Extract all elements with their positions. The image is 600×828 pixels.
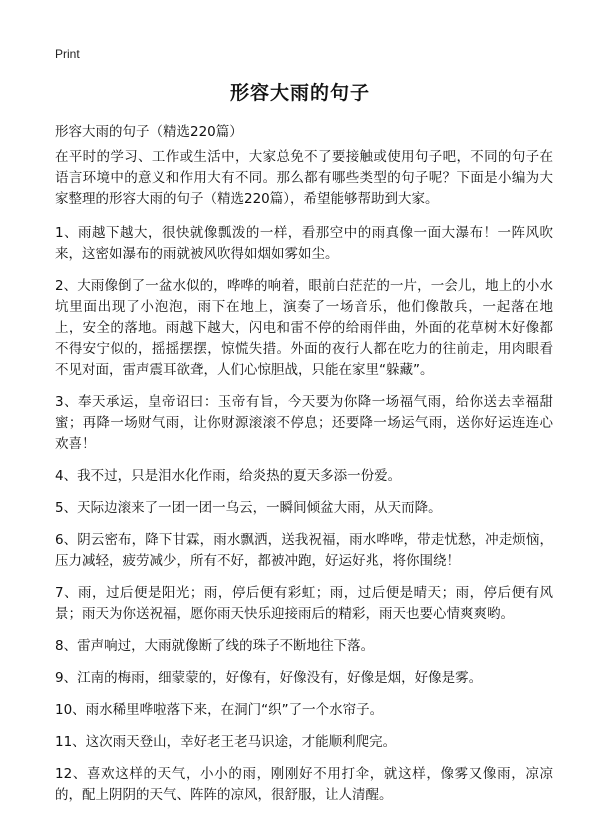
sentence-item: 11、这次雨天登山，幸好老王老马识途，才能顺利爬完。 xyxy=(55,734,397,750)
document-body xyxy=(55,147,553,817)
sentence-item: 4、我不过，只是泪水化作雨，给炎热的夏天多添一份爱。 xyxy=(55,468,402,484)
intro-paragraph: 在平时的学习、工作或生活中，大家总免不了要接触或使用句子吧，不同的句子在语言环境中的意义和作用大有不同。那么都有哪些类型的句子呢？下面是小编为大家整理的形容大雨的句子（精选220篇），希望能够帮助到大家。 xyxy=(55,149,553,207)
sentence-item: 7、雨，过后便是阳光；雨，停后便有彩虹；雨，过后便是晴天；雨，停后便有风景；雨天为你送祝福，愿你雨天快乐迎接雨后的精彩，雨天也要心情爽爽哟。 xyxy=(55,585,553,622)
page-title: 形容大雨的句子 xyxy=(229,82,370,104)
document-subtitle: 形容大雨的句子（精选220篇） xyxy=(55,124,243,140)
sentence-item: 9、江南的梅雨，细蒙蒙的，好像有，好像没有，好像是烟，好像是雾。 xyxy=(55,670,483,686)
sentence-item: 2、大雨像倒了一盆水似的，哗哗的响着，眼前白茫茫的一片，一会儿，地上的小水坑里面出现了小泡泡，雨下在地上，演奏了一场音乐，他们像散兵，一起落在地上，安全的落地。雨越下越大，闪电和雷不停的给雨伴曲，外面的花草树木好像都不得安宁似的，摇摇摆摆，惊慌失措。外面的夜行人都在吃力的往前走，用肉眼看不见对面，雷声震耳欲聋，人们心惊胆战，只能在家里“躲藏”。 xyxy=(55,278,553,378)
sentence-item: 6、阴云密布，降下甘霖，雨水飘洒，送我祝福，雨水哗哗，带走忧愁，冲走烦恼，压力减轻，疲劳减少，所有不好，都被冲跑，好运好兆，将你围绕！ xyxy=(55,532,553,569)
sentence-item: 1、雨越下越大，很快就像瓢泼的一样，看那空中的雨真像一面大瀑布！一阵风吹来，这密如瀑布的雨就被风吹得如烟如雾如尘。 xyxy=(55,225,553,262)
sentence-item: 3、奉天承运，皇帝诏曰：玉帝有旨，今天要为你降一场福气雨，给你送去幸福甜蜜；再降一场财气雨，让你财源滚滚不停息；还要降一场运气雨，送你好运连连心欢喜！ xyxy=(55,394,553,452)
sentence-item: 12、喜欢这样的天气，小小的雨，刚刚好不用打伞，就这样，像雾又像雨，凉凉的，配上阴阴的天气、阵阵的凉风，很舒服，让人清醒。 xyxy=(55,766,553,803)
sentence-item: 5、天际边滚来了一团一团一乌云，一瞬间倾盆大雨，从天而降。 xyxy=(55,500,442,516)
print-label: Print xyxy=(55,47,80,61)
sentence-item: 10、雨水稀里哗啦落下来，在洞门“织”了一个水帘子。 xyxy=(55,702,384,718)
sentence-item: 8、雷声响过，大雨就像断了线的珠子不断地往下落。 xyxy=(55,638,375,654)
